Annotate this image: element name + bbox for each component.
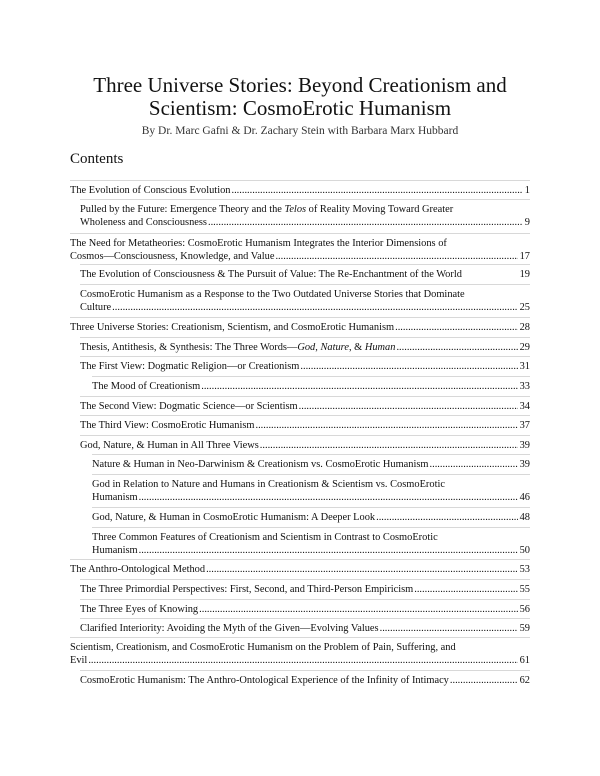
toc-entry-title-line-1: Pulled by the Future: Emergence Theory and the Telos of Reality Moving Toward Greater bbox=[80, 204, 454, 215]
toc-entry[interactable] bbox=[70, 317, 530, 334]
toc-leader-dots bbox=[139, 544, 518, 557]
toc-entry-title: The Three Primordial Perspectives: First, Second, and Third-Person Empiricism bbox=[80, 584, 414, 595]
toc-entry[interactable] bbox=[70, 180, 530, 197]
toc-entry[interactable] bbox=[80, 396, 530, 413]
toc-leader-dots bbox=[380, 622, 518, 635]
toc-entry[interactable] bbox=[80, 435, 530, 452]
toc-entry-page: 46 bbox=[519, 492, 530, 503]
toc-entry[interactable] bbox=[80, 199, 530, 229]
toc-entry-page: 39 bbox=[519, 459, 530, 470]
toc-entry-title: Humanism bbox=[92, 492, 138, 503]
toc-entry-page: 61 bbox=[519, 655, 530, 666]
toc-leader-dots bbox=[414, 583, 517, 596]
toc-leader-dots bbox=[430, 458, 518, 471]
toc-entry-page: 17 bbox=[519, 251, 530, 262]
toc-entry[interactable] bbox=[70, 637, 530, 667]
toc-entry[interactable] bbox=[80, 579, 530, 596]
toc-entry-title: Evil bbox=[70, 655, 88, 666]
toc-leader-dots bbox=[396, 341, 517, 354]
document-title-line-1: Three Universe Stories: Beyond Creationism and bbox=[93, 73, 507, 97]
toc-leader-dots bbox=[199, 603, 517, 616]
toc-leader-dots bbox=[208, 216, 523, 229]
contents-heading: Contents bbox=[70, 151, 124, 167]
toc-leader-dots bbox=[88, 654, 517, 667]
toc-entry-title: Thesis, Antithesis, & Synthesis: The Three Words—God, Nature, & Human bbox=[80, 342, 396, 353]
toc-entry-title-line-1: Three Common Features of Creationism and Scientism in Contrast to CosmoErotic bbox=[92, 532, 438, 543]
toc-entry-title: CosmoErotic Humanism: The Anthro-Ontological Experience of the Infinity of Intimacy bbox=[80, 675, 449, 686]
toc-leader-dots bbox=[112, 301, 517, 314]
toc-leader-dots bbox=[376, 511, 518, 524]
toc-entry[interactable] bbox=[92, 454, 530, 471]
toc-entry-title: Culture bbox=[80, 302, 112, 313]
toc-leader-dots bbox=[275, 250, 517, 263]
toc-entry-title: The Second View: Dogmatic Science—or Scientism bbox=[80, 401, 298, 412]
toc-entry[interactable] bbox=[80, 599, 530, 616]
toc-leader-dots bbox=[299, 400, 518, 413]
toc-leader-dots bbox=[395, 321, 518, 334]
toc-entry[interactable] bbox=[80, 670, 530, 687]
toc-entry-title: Nature & Human in Neo-Darwinism & Creationism vs. CosmoErotic Humanism bbox=[92, 459, 429, 470]
toc-entry-title: Three Universe Stories: Creationism, Scientism, and CosmoErotic Humanism bbox=[70, 322, 395, 333]
toc-entry-title: The Third View: CosmoErotic Humanism bbox=[80, 420, 255, 431]
toc-entry[interactable] bbox=[70, 559, 530, 576]
toc-entry-page: 31 bbox=[519, 361, 530, 372]
toc-entry[interactable] bbox=[70, 233, 530, 263]
toc-entry-page: 33 bbox=[519, 381, 530, 392]
toc-entry-page: 29 bbox=[519, 342, 530, 353]
toc-entry-page: 9 bbox=[524, 217, 530, 228]
toc-entry-title-line-1: The Need for Metatheories: CosmoErotic Humanism Integrates the Interior Dimensions of bbox=[70, 238, 447, 249]
toc-entry-page: 59 bbox=[519, 623, 530, 634]
toc-entry[interactable] bbox=[92, 376, 530, 393]
toc-entry[interactable] bbox=[80, 618, 530, 635]
toc-entry-page: 1 bbox=[524, 185, 530, 196]
toc-entry-page: 56 bbox=[519, 604, 530, 615]
toc-leader-dots bbox=[255, 419, 517, 432]
toc-leader-dots bbox=[206, 563, 518, 576]
document-byline: By Dr. Marc Gafni & Dr. Zachary Stein with Barbara Marx Hubbard bbox=[141, 125, 459, 137]
toc-entry-title: Wholeness and Consciousness bbox=[80, 217, 207, 228]
toc-leader-dots bbox=[450, 674, 518, 687]
toc-entry-page: 53 bbox=[519, 564, 530, 575]
toc-entry-title-line-1: CosmoErotic Humanism as a Response to the Two Outdated Universe Stories that Dominate bbox=[80, 289, 465, 300]
toc-entry[interactable] bbox=[80, 337, 530, 354]
toc-entry-title: The Anthro-Ontological Method bbox=[70, 564, 206, 575]
toc-entry[interactable] bbox=[92, 507, 530, 524]
toc-entry-title: God, Nature, & Human in CosmoErotic Humanism: A Deeper Look bbox=[92, 512, 376, 523]
toc-entry-page: 19 bbox=[519, 269, 530, 280]
toc-entry-page: 62 bbox=[519, 675, 530, 686]
toc-entry[interactable] bbox=[92, 527, 530, 557]
toc-entry-page: 39 bbox=[519, 440, 530, 451]
toc-entry-title: The First View: Dogmatic Religion—or Creationism bbox=[80, 361, 300, 372]
toc-entry-title: The Evolution of Conscious Evolution bbox=[70, 185, 231, 196]
toc-entry[interactable] bbox=[92, 474, 530, 504]
toc-entry-title: God, Nature, & Human in All Three Views bbox=[80, 440, 259, 451]
toc-entry-page: 55 bbox=[519, 584, 530, 595]
toc-leader-dots bbox=[231, 184, 522, 197]
toc-entry-page: 28 bbox=[519, 322, 530, 333]
document-title-line-2: Scientism: CosmoErotic Humanism bbox=[148, 96, 452, 120]
toc-entry-title: The Evolution of Consciousness & The Pursuit of Value: The Re-Enchantment of the World bbox=[80, 269, 462, 280]
toc-leader-dots bbox=[300, 360, 517, 373]
toc-entry[interactable] bbox=[80, 284, 530, 314]
toc-entry-title: The Mood of Creationism bbox=[92, 381, 201, 392]
toc-entry-page: 48 bbox=[519, 512, 530, 523]
toc-entry[interactable] bbox=[80, 356, 530, 373]
toc-entry-page: 37 bbox=[519, 420, 530, 431]
toc-entry-title-line-1: Scientism, Creationism, and CosmoErotic Humanism on the Problem of Pain, Suffering, and bbox=[70, 642, 456, 653]
toc-entry-title: Clarified Interiority: Avoiding the Myth of the Given—Evolving Values bbox=[80, 623, 379, 634]
toc-entry-title: The Three Eyes of Knowing bbox=[80, 604, 199, 615]
toc-entry-title: Cosmos—Consciousness, Knowledge, and Value bbox=[70, 251, 275, 262]
toc-leader-dots bbox=[201, 380, 517, 393]
toc-leader-dots bbox=[260, 439, 518, 452]
toc-entry-page: 34 bbox=[519, 401, 530, 412]
toc-entry-page: 25 bbox=[519, 302, 530, 313]
toc-entry-page: 50 bbox=[519, 545, 530, 556]
toc-entry-title: Humanism bbox=[92, 545, 138, 556]
toc-entry-emphasis: Telos bbox=[284, 204, 307, 215]
toc-leader-dots bbox=[139, 491, 518, 504]
toc-entry-title-line-1: God in Relation to Nature and Humans in Creationism & Scientism vs. CosmoErotic bbox=[92, 479, 445, 490]
toc-entry[interactable] bbox=[80, 264, 530, 281]
toc-entry[interactable] bbox=[80, 415, 530, 432]
